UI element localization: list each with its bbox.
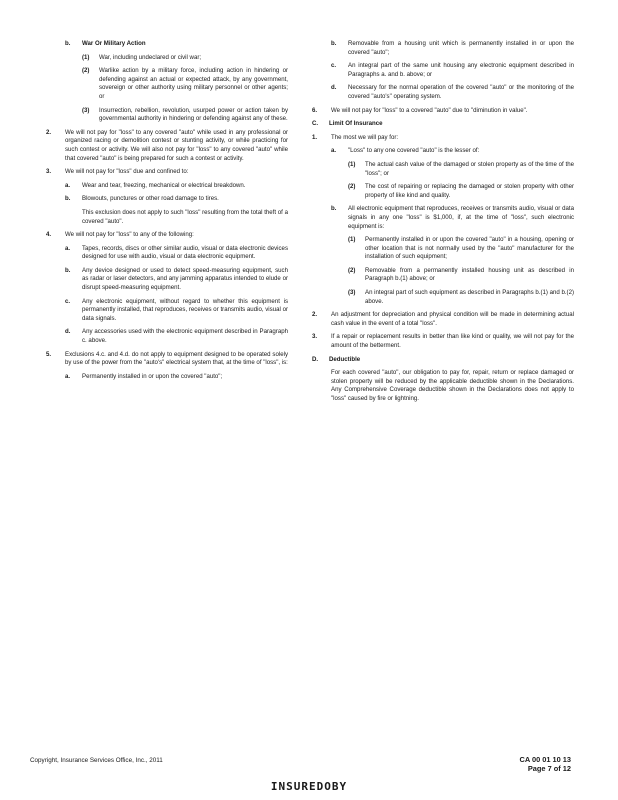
item-text: Warlike action by a military force, including action in hindering or defending against an actual or expected attack, by any government, sovereign or other authority using military personnel or other agents; or	[99, 67, 288, 100]
item-text: If a repair or replacement results in better than like kind or quality, we will not pay for the amount of the betterment.	[331, 333, 574, 350]
provision-item	[82, 54, 288, 63]
section-heading	[312, 120, 574, 129]
item-text: This exclusion does not apply to such "loss" resulting from the total theft of a covered "auto".	[82, 208, 288, 225]
right-column	[312, 40, 574, 409]
provision-item	[65, 245, 288, 262]
item-label: (3)	[82, 106, 90, 114]
provision-item	[46, 129, 288, 163]
item-label: (2)	[82, 67, 90, 75]
item-text: Any electronic equipment, without regard to whether this equipment is permanently installed, that reproduces, receives or transmits audio, visual or data signals.	[82, 297, 288, 322]
item-text: We will not pay for "loss" to a covered "auto" due to "diminution in value".	[331, 106, 528, 114]
provision-item	[65, 40, 288, 49]
item-text: An integral part of the same unit housing any electronic equipment described in Paragraphs a. and b. above; or	[348, 62, 574, 78]
item-label: C.	[312, 120, 319, 128]
heading-text: War Or Military Action	[82, 40, 146, 47]
provision-item	[65, 209, 288, 226]
item-label: (3)	[348, 289, 356, 297]
provision-item	[348, 267, 574, 284]
section-heading	[312, 356, 574, 365]
provision-item	[65, 298, 288, 324]
item-label: b.	[65, 266, 71, 274]
item-text: Removable from a permanently installed housing unit as described in Paragraph b.(1) above; or	[365, 266, 574, 283]
item-label: d.	[65, 328, 71, 336]
item-label: (1)	[348, 160, 356, 168]
item-label: D.	[312, 355, 319, 363]
provision-item	[331, 147, 574, 156]
item-label: a.	[65, 372, 71, 380]
item-text: We will not pay for "loss" due and confined to:	[65, 168, 189, 176]
heading-text: Deductible	[329, 355, 361, 363]
provision-item	[82, 107, 288, 124]
item-text: Blowouts, punctures or other road damage to tires.	[82, 195, 219, 203]
copyright-notice: Copyright, Insurance Services Office, Inc., 2011	[30, 757, 163, 764]
heading-text: Limit Of Insurance	[329, 120, 383, 128]
provision-item	[46, 168, 288, 177]
item-text: Insurrection, rebellion, revolution, usurped power or action taken by governmental authority in hindering or defending against any of these.	[99, 106, 288, 123]
page-number: Page 7 of 12	[527, 764, 571, 773]
provision-item	[331, 205, 574, 231]
provision-item	[65, 195, 288, 204]
item-label: 2.	[46, 128, 52, 136]
item-label: (2)	[348, 183, 356, 191]
item-label: a.	[331, 147, 337, 155]
provision-item	[312, 134, 574, 143]
provision-item	[46, 351, 288, 368]
provision-item	[65, 373, 288, 382]
provision-item	[46, 231, 288, 240]
item-label: 4.	[46, 231, 52, 239]
item-text: Any device designed or used to detect speed-measuring equipment, such as radar or laser detectors, and any jamming apparatus intended to elude or disrupt speed-measuring equipment.	[82, 266, 288, 292]
item-text: "Loss" to any one covered "auto" is the lesser of:	[348, 147, 480, 155]
item-label: c.	[331, 62, 337, 70]
item-text: All electronic equipment that reproduces, receives or transmits audio, visual or data signals in any one "loss" is $1,000, if, at the time of "loss", such electronic equipment is:	[348, 205, 574, 230]
provision-item	[312, 333, 574, 350]
provision-item	[65, 182, 288, 191]
item-label: b.	[65, 195, 71, 203]
item-text: Removable from a housing unit which is permanently installed in or upon the covered "auto";	[348, 40, 574, 56]
item-label: 3.	[46, 168, 52, 176]
provision-item	[348, 289, 574, 306]
item-text: Exclusions 4.c. and 4.d. do not apply to equipment designed to be operated solely by use of the power from the "auto's" electrical system that, at the time of "loss", is:	[65, 350, 288, 367]
item-label: b.	[331, 205, 337, 213]
item-text: An adjustment for depreciation and physical condition will be made in determining actual cash value in the event of a total "loss".	[331, 311, 574, 327]
provision-item	[312, 107, 574, 116]
item-label: b.	[331, 40, 337, 47]
item-label: 2.	[312, 311, 318, 319]
provision-item	[348, 236, 574, 262]
item-label: 1.	[312, 133, 318, 141]
item-label: 5.	[46, 350, 52, 358]
item-label: (1)	[82, 53, 90, 61]
item-label: 6.	[312, 106, 318, 114]
item-label: (2)	[348, 266, 356, 274]
provision-item	[82, 67, 288, 101]
item-text: Permanently installed in or upon the covered "auto" in a housing, opening or other location that is not normally used by the "auto" manufacturer for the installation of such equipment;	[365, 236, 574, 261]
provision-item	[348, 161, 574, 178]
item-text: Any accessories used with the electronic equipment described in Paragraph c. above.	[82, 328, 288, 345]
provision-item	[331, 62, 574, 79]
provision-item	[65, 328, 288, 345]
provision-item	[348, 183, 574, 200]
item-text: The cost of repairing or replacing the damaged or stolen property with other property of like kind and quality.	[365, 183, 574, 199]
provision-item	[312, 369, 574, 403]
item-text: Tapes, records, discs or other similar audio, visual or data electronic devices designed for use with audio, visual or data electronic equipment.	[82, 244, 288, 261]
provision-item	[65, 267, 288, 293]
item-label: a.	[65, 244, 71, 252]
item-text: We will not pay for "loss" to any of the following:	[65, 231, 194, 239]
form-footer	[487, 755, 571, 773]
item-text: The most we will pay for:	[331, 133, 399, 141]
item-text: The actual cash value of the damaged or stolen property as of the time of the "loss"; or	[365, 160, 574, 177]
item-text: War, including undeclared or civil war;	[99, 53, 202, 61]
item-text: Necessary for the normal operation of the covered "auto" or the monitoring of the covered "auto's" operating system.	[348, 84, 574, 100]
provision-item	[331, 40, 574, 57]
item-label: a.	[65, 181, 71, 189]
item-label: c.	[65, 297, 71, 305]
item-label: 3.	[312, 333, 318, 341]
item-text: For each covered "auto", our obligation to pay for, repair, return or replace damaged or stolen property will be reduced by the applicable deductible shown in the Declarations. Any Comprehensive Coverage deductible shown in the Declarations does not apply to "loss" caused by fire or lightning.	[331, 369, 574, 402]
item-text: Wear and tear, freezing, mechanical or electrical breakdown.	[82, 181, 246, 189]
provision-item	[312, 311, 574, 328]
item-text: Permanently installed in or upon the covered "auto";	[82, 372, 223, 380]
watermark-logo: INSUREDOBY	[270, 780, 348, 793]
item-label: d.	[331, 84, 337, 92]
item-label: (1)	[348, 236, 356, 244]
form-number: CA 00 01 10 13	[519, 755, 571, 764]
item-text: We will not pay for "loss" to any covered "auto" while used in any professional or organized racing or demolition contest or stunting activity, or while practicing for such contest or activity. We will also not pay for "loss" to any covered "auto" while that covered "auto" is being prepared for such a contest or activity.	[65, 128, 288, 162]
left-column	[46, 40, 288, 386]
provision-item	[331, 84, 574, 101]
item-label: b.	[65, 40, 71, 47]
item-text: An integral part of such equipment as described in Paragraphs b.(1) and b.(2) above.	[365, 289, 574, 305]
